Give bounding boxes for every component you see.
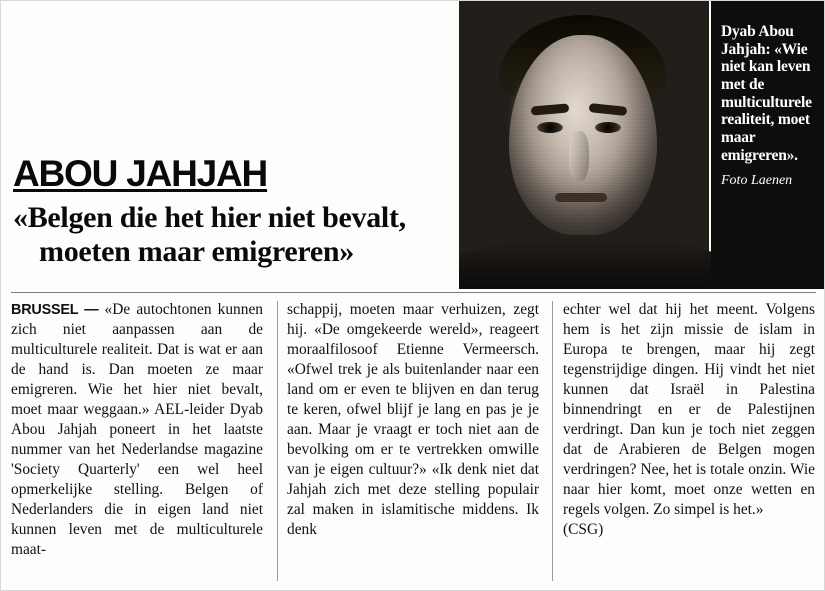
body-paragraph: schappij, moeten maar verhuizen, zegt hij. «De omgekeerde wereld», reageert moraalfilosoof Etienne Vermeersch. «Ofwel trek je als buitenlander naar een land om er even te blijven en dan terug te keren, ofwel blijf je lang en pas je je aan. Maar je vraagt er toch niet aan de bevolking om er te vertrekken omwille van je eigen cultuur?» «Ik denk niet dat Jahjah zich met deze stelling populair zal maken in islamitische middens. Ik denk xyxy=(287,301,539,539)
dateline-label: BRUSSEL — xyxy=(11,302,99,318)
article-signature: (CSG) xyxy=(563,521,604,539)
photo-grain-overlay xyxy=(459,1,709,289)
body-column-2 xyxy=(287,300,539,584)
body-column-3 xyxy=(563,300,815,584)
photo-caption-text: Dyab Abou Jahjah: «Wie niet kan leven met de multiculturele realiteit, moet maar emigreren». xyxy=(721,23,812,164)
horizontal-rule xyxy=(11,292,816,293)
photo-credit: Foto Laenen xyxy=(721,173,793,189)
article-photo-block xyxy=(459,1,825,289)
article-headline xyxy=(13,201,449,269)
masthead xyxy=(13,153,449,269)
body-column-1 xyxy=(11,300,263,584)
article-body xyxy=(11,300,817,584)
body-text-1: «De autochtonen kunnen zich niet aanpassen aan de multiculturele realiteit. Dat is wat er aan de hand is. Dan moeten ze maar emigreren. Wie het hier niet bevalt, moet maar weggaan.» AEL-leider Dyab Abou Jahjah poneert in het laatste nummer van het Nederlandse magazine 'Society Quarterly' een wel heel opmerkelijke stelling. Belgen of Nederlanders die in eigen land niet kunnen leven met de multiculturele maat- xyxy=(11,301,263,559)
body-paragraph xyxy=(11,300,263,560)
body-paragraph: echter wel dat hij het meent. Volgens hem is het zijn missie de islam in Europa te brengen, maar hij zegt tegenstrijdige dingen. Hij vindt het niet kunnen dat Israël in Palestina binnendringt en er de Palestijnen verdringt. Dan kun je toch niet zeggen dat de Arabieren de Belgen mogen verdringen? Nee, het is totale onzin. Wie naar hier komt, moet onze wetten en regels volgen. Zo simpel is het.» xyxy=(563,301,815,519)
headline-line-2: moeten maar emigreren» xyxy=(39,235,354,269)
portrait-photo xyxy=(459,1,709,289)
article-kicker: ABOU JAHJAH xyxy=(13,153,268,194)
photo-caption-box xyxy=(711,1,825,289)
headline-line-1: «Belgen die het hier niet bevalt, xyxy=(13,201,406,234)
